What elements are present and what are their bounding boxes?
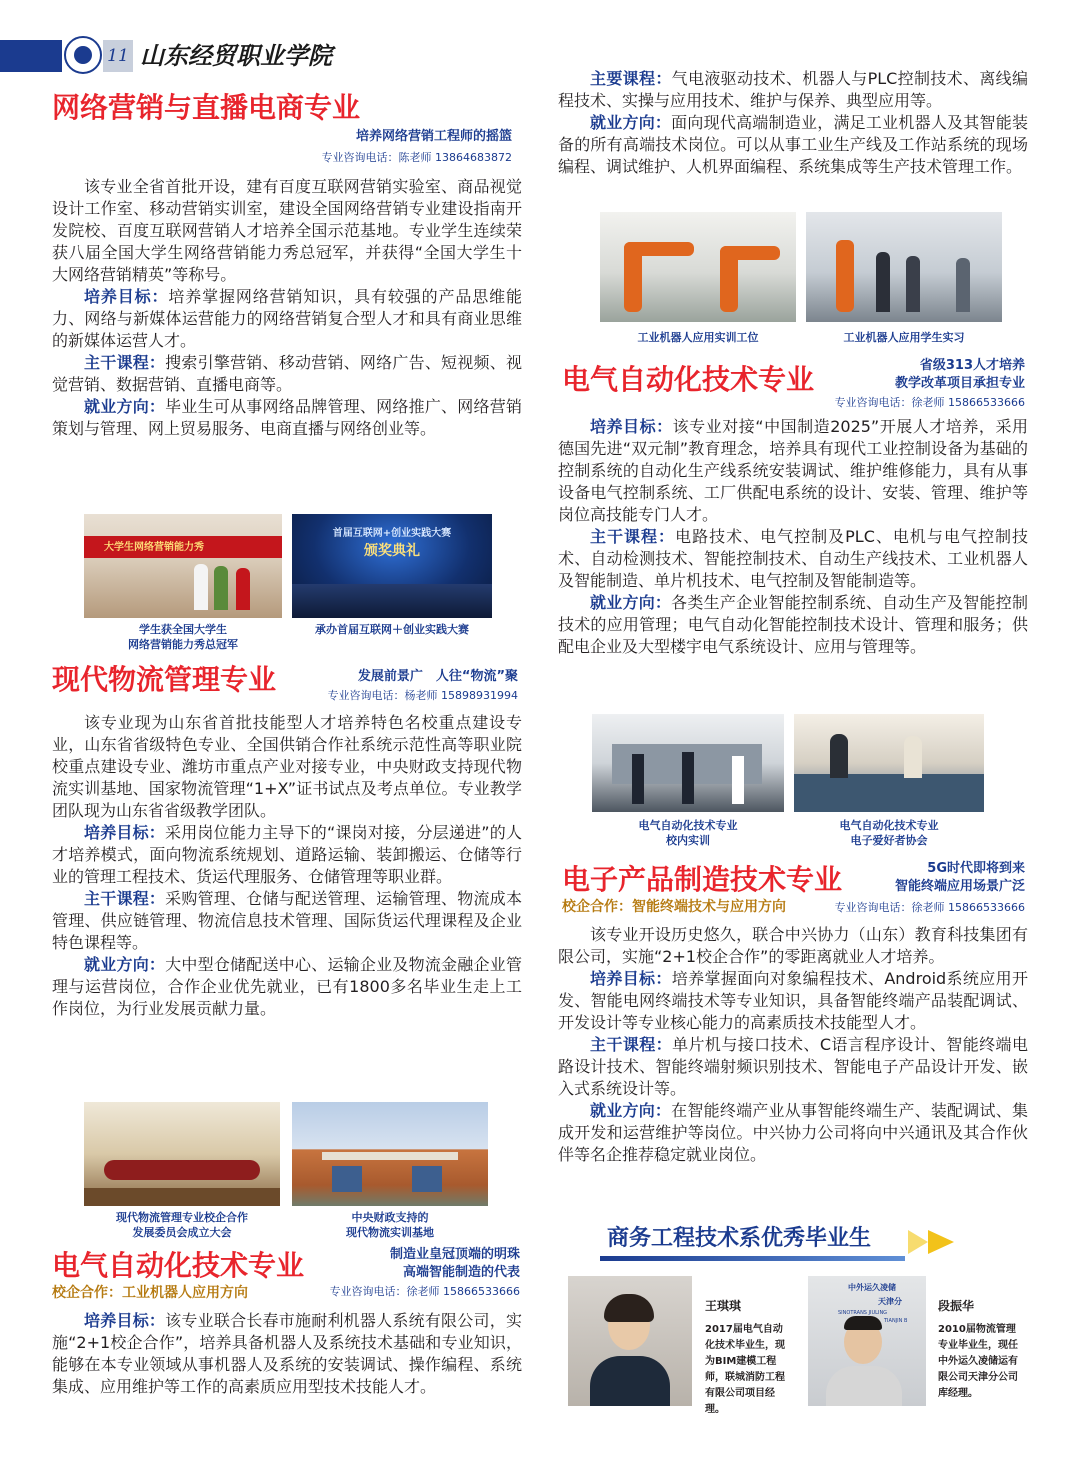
photo-sign-text: TIANJIN B — [884, 1318, 908, 1324]
robotics-job: 就业方向：面向现代高端制造业，满足工业机器人及其智能装备的所有高端技术岗位。可以从事工业生产线及工作站系统的现场编程、调试维护、人机界面编程、系统集成等生产技术管理工作。 — [558, 113, 1028, 176]
marketing-goal: 培养目标：培养掌握网络营销知识，具有较强的产品思维能力、网络与新媒体运营能力的网络营销复合型人才和具有商业思维的新媒体运营人才。 — [52, 287, 522, 350]
robotics-title: 电气自动化技术专业 — [52, 1249, 305, 1282]
person-figure — [632, 754, 644, 804]
page-header — [0, 36, 330, 76]
robotics-body — [52, 1310, 522, 1398]
electronics-job: 就业方向：在智能终端产业从事智能终端生产、装配调试、集成开发和运营维护等岗位。中兴协力公司将向中兴通讯及其合作伙伴等名企推荐稳定就业岗位。 — [558, 1101, 1028, 1164]
logistics-photo2-caption: 中央财政支持的 现代物流实训基地 — [346, 1211, 434, 1239]
electronics-tagline: 5G时代即将到来 智能终端应用场景广泛 — [894, 861, 1025, 894]
electrical-photo1-caption: 电气自动化技术专业 校内实训 — [638, 819, 738, 847]
course-label: 主干课程： — [84, 353, 166, 372]
hair — [604, 1294, 654, 1322]
robotics-tagline: 制造业皇冠顶端的明珠 高端智能制造的代表 — [389, 1247, 520, 1280]
robot-arm — [720, 246, 780, 260]
goal-label: 培养目标： — [84, 1311, 166, 1330]
job-label: 就业方向： — [590, 593, 672, 612]
body — [826, 1366, 902, 1406]
marketing-photo-award — [84, 514, 282, 618]
window — [412, 1166, 442, 1192]
school-logo-icon — [64, 36, 102, 74]
robotics-coop: 校企合作：工业机器人应用方向 — [52, 1285, 248, 1301]
person-figure — [214, 566, 228, 610]
robotics-contact: 专业咨询电话：徐老师 15866533666 — [329, 1285, 520, 1298]
logistics-intro: 该专业现为山东省首批技能型人才培养特色名校重点建设专业，山东省省级特色专业、全国供销合作社系统示范性高等职业院校重点建设专业、潍坊市重点产业对接专业，中央财政支持现代物流实训基地、国家物流管理“1+X”证书试点及考点单位。专业教学团队现为山东省省级教学团队。 — [52, 713, 522, 820]
marketing-photo1-caption: 学生获全国大学生 网络营销能力秀总冠军 — [128, 623, 238, 651]
electronics-title: 电子产品制造技术专业 — [562, 863, 843, 896]
electrical-job: 就业方向：各类生产企业智能控制系统、自动生产及智能控制技术的应用管理；电气自动化智能控制技术设计、管理和服务；供配电企业及大型楼宇电气系统设计、应用与管理等。 — [558, 593, 1028, 656]
electrical-title: 电气自动化技术专业 — [562, 363, 815, 396]
robot-photo-workstation — [600, 212, 796, 322]
page-number: 11 — [103, 40, 133, 72]
graduate1-photo — [568, 1276, 692, 1406]
logistics-contact: 专业咨询电话：杨老师 15898931994 — [327, 689, 518, 702]
electronics-goal: 培养目标：培养掌握面向对象编程技术、Android系统应用开发、智能电网终端技术等专业知识，具备智能终端产品装配调试、开发设计等专业核心能力的高素质技术技能型人才。 — [558, 969, 1028, 1032]
person-figure — [956, 258, 970, 312]
person-figure — [906, 256, 920, 312]
marketing-title: 网络营销与直播电商专业 — [52, 91, 361, 124]
electronics-course: 主干课程：单片机与接口技术、C语言程序设计、智能终端电路设计技术、智能终端射频识别技术、智能电子产品设计开发、嵌入式系统设计等。 — [558, 1035, 1028, 1098]
photo-banner-text: 大学生网络营销能力秀 — [104, 542, 204, 553]
electrical-contact: 专业咨询电话：徐老师 15866533666 — [834, 396, 1025, 409]
logistics-course: 主干课程：采购管理、仓储与配送管理、运输管理、物流成本管理、供应链管理、物流信息技术管理、国际货运代理课程及企业特色课程等。 — [52, 889, 522, 952]
graduate2-name: 段振华 — [938, 1299, 975, 1313]
photo-sign-text: 天津分 — [878, 1297, 902, 1306]
window — [332, 1166, 362, 1192]
robotics-goal: 培养目标：该专业联合长春市施耐利机器人系统有限公司，实施“2+1校企合作”，培养具备机器人及系统技术基础和专业知识，能够在本专业领域从事机器人及系统的安装调试、操作编程、系统集成、应用维护等工作的高素质应用型技术技能人才。 — [52, 1311, 522, 1396]
marketing-job: 就业方向：毕业生可从事网络品牌管理、网络推广、网络营销策划与管理、网上贸易服务、电商直播与网络创业等。 — [52, 397, 522, 438]
course-label: 主干课程： — [84, 889, 166, 908]
marketing-tagline: 培养网络营销工程师的摇篮 — [355, 129, 512, 144]
marketing-photo2-caption: 承办首届互联网＋创业实践大赛 — [315, 623, 469, 636]
person-figure — [904, 736, 922, 778]
crowd — [292, 584, 492, 618]
graduates-banner-underline — [600, 1256, 905, 1261]
logistics-goal: 培养目标：采用岗位能力主导下的“课岗对接，分层递进”的人才培养模式，面向物流系统规划、道路运输、装卸搬运、仓储等行业的管理工程技术、货运代理服务、仓储管理等职业群。 — [52, 823, 522, 886]
hair — [844, 1316, 882, 1330]
logistics-title: 现代物流管理专业 — [52, 663, 277, 696]
photo-sign-text: 中外运久凌储 — [848, 1283, 896, 1292]
course-label: 主干课程： — [590, 1035, 673, 1054]
robot-photo-internship — [806, 212, 1002, 322]
logistics-tagline: 发展前景广 人往“物流”聚 — [357, 669, 518, 684]
robot-arm — [836, 240, 854, 312]
electrical-body — [558, 416, 1028, 658]
logistics-body — [52, 712, 522, 1020]
electronics-coop: 校企合作：智能终端技术与应用方向 — [562, 899, 786, 915]
graduate1-name: 王琪琪 — [705, 1299, 742, 1313]
electrical-photo-training — [592, 714, 784, 812]
logistics-photo-meeting — [84, 1102, 280, 1206]
person-figure — [682, 752, 694, 804]
robot-photo1-caption: 工业机器人应用实训工位 — [637, 331, 759, 344]
goal-label: 培养目标： — [590, 969, 672, 988]
workbench — [794, 774, 984, 812]
electrical-goal: 培养目标：该专业对接“中国制造2025”开展人才培养，采用德国先进“双元制”教育理念，培养具有现代工业控制设备为基础的控制系统的自动化生产线系统安装调试、维护维修能力，具有从事设备电气控制系统、工厂供配电系统的设计、安装、管理、维护等岗位高技能专门人才。 — [558, 417, 1028, 524]
arrow-right-icon — [908, 1230, 928, 1254]
photo-banner-text: 首届互联网+创业实践大赛 — [332, 528, 452, 539]
photo-sign-text: SINOTRANS JIULING — [838, 1310, 888, 1316]
electrical-photo2-caption: 电气自动化技术专业 电子爱好者协会 — [839, 819, 939, 847]
graduate2-photo — [808, 1276, 926, 1406]
person-figure — [876, 252, 890, 312]
marketing-contact: 专业咨询电话：陈老师 13864683872 — [321, 151, 512, 164]
school-name: 山东经贸职业学院 — [140, 41, 332, 70]
logistics-photo1-caption: 现代物流管理专业校企合作 发展委员会成立大会 — [116, 1211, 248, 1239]
marketing-photo-contest — [292, 514, 492, 618]
building-sign — [322, 1152, 458, 1160]
robot-photo2-caption: 工业机器人应用学生实习 — [843, 331, 965, 344]
logistics-photo-building — [292, 1102, 488, 1206]
header-color-bar — [0, 40, 62, 72]
meeting-table — [104, 1160, 260, 1180]
robotics-cont-body — [558, 68, 1028, 178]
electrical-tagline: 省级313人才培养 教学改革项目承担专业 — [894, 358, 1025, 391]
electronics-contact: 专业咨询电话：徐老师 15866533666 — [834, 901, 1025, 914]
job-label: 就业方向： — [590, 113, 672, 132]
electronics-body — [558, 924, 1028, 1166]
marketing-intro: 该专业全省首批开设，建有百度互联网营销实验室、商品视觉设计工作室、移动营销实训室，建设全国网络营销专业建设指南开发院校、百度互联网营销人才培养全国示范基地。专业学生连续荣获八届全国大学生网络营销能力秀总冠军，并获得“全国大学生十大网络营销精英”等称号。 — [52, 177, 522, 284]
person-figure — [236, 568, 250, 610]
job-label: 就业方向： — [84, 397, 166, 416]
body — [590, 1356, 670, 1406]
electronics-intro: 该专业开设历史悠久，联合中兴协力（山东）教育科技集团有限公司，实施“2+1校企合作”的零距离就业人才培养。 — [558, 925, 1028, 966]
arrow-right-icon — [928, 1230, 954, 1254]
person-figure — [194, 564, 208, 610]
goal-label: 培养目标： — [590, 417, 673, 436]
robotics-course: 主要课程：气电液驱动技术、机器人与PLC控制技术、离线编程技术、实操与应用技术、维护与保养、典型应用等。 — [558, 69, 1028, 110]
logistics-job: 就业方向：大中型仓储配送中心、运输企业及物流金融企业管理与运营岗位，合作企业优先就业，已有1800多名毕业生走上工作岗位，为行业发展贡献力量。 — [52, 955, 522, 1018]
robot-arm — [624, 242, 694, 256]
course-label: 主干课程： — [590, 527, 676, 546]
graduates-banner: 商务工程技术系优秀毕业生 — [607, 1226, 872, 1251]
person-figure — [830, 734, 848, 778]
graduate1-desc: 2017届电气自动化技术毕业生，现为BIM建模工程师，联城消防工程有限公司项目经理。 — [705, 1324, 785, 1415]
electrical-photo-club — [794, 714, 984, 812]
goal-label: 培养目标： — [84, 287, 169, 306]
floor — [84, 1188, 280, 1206]
course-label: 主要课程： — [590, 69, 672, 88]
marketing-course: 主干课程：搜索引擎营销、移动营销、网络广告、短视频、视觉营销、数据营销、直播电商等。 — [52, 353, 522, 394]
person-figure — [732, 756, 744, 804]
goal-label: 培养目标： — [84, 823, 165, 842]
job-label: 就业方向： — [590, 1101, 672, 1120]
graduate2-desc: 2010届物流管理专业毕业生，现任中外运久凌储运有限公司天津分公司库经理。 — [938, 1324, 1018, 1399]
photo-banner-text: 颁奖典礼 — [364, 543, 420, 559]
marketing-body — [52, 176, 522, 440]
job-label: 就业方向： — [84, 955, 166, 974]
electrical-course: 主干课程：电路技术、电气控制及PLC、电机与电气控制技术、自动检测技术、智能控制技术、自动生产线技术、工业机器人及智能制造、单片机技术、电气控制及智能制造等。 — [558, 527, 1028, 590]
